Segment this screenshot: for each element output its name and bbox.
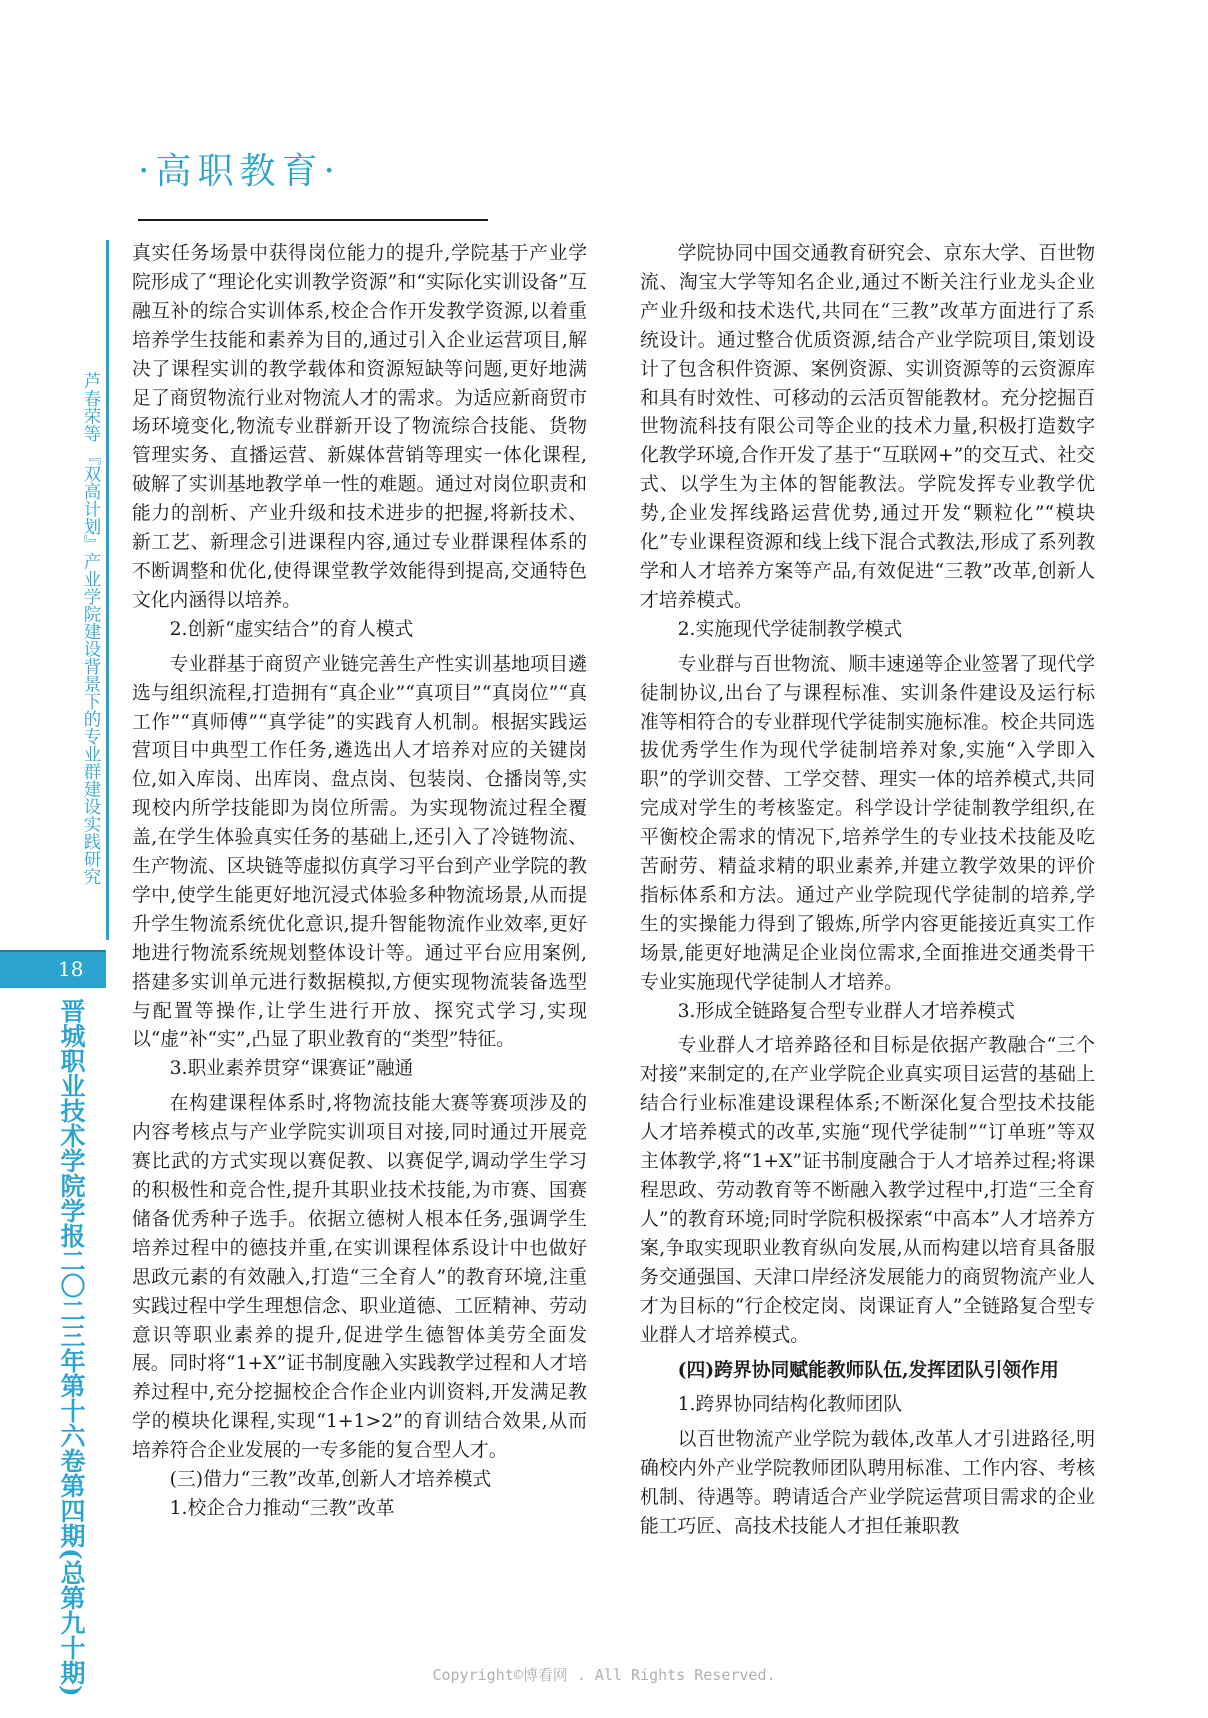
right-column [640, 240, 1095, 1542]
paragraph: 学院协同中国交通教育研究会、京东大学、百世物流、淘宝大学等知名企业,通过不断关注行业龙头企业产业升级和技术迭代,共同在“三教”改革方面进行了系统设计。通过整合优质资源,结合产业学院项目,策划设计了包含积件资源、案例资源、实训资源等的云资源库和具有时效性、可移动的云活页智能教材。充分挖掘百世物流科技有限公司等企业的技术力量,积极打造数字化教学环境,合作开发了基于“互联网+”的交互式、社交式、以学生为主体的智能教法。学院发挥专业教学优势,企业发挥线路运营优势,通过开发“颗粒化”“模块化”专业课程资源和线上线下混合式教法,形成了系列教学和人才培养方案等产品,有效促进“三教”改革,创新人才培养模式。 [640, 243, 1095, 611]
left-column [132, 240, 587, 1524]
section-heading: (四)跨界协同赋能教师队伍,发挥团队引领作用 [677, 1359, 1059, 1382]
header-rule [138, 219, 488, 221]
subheading: 2.实施现代学徒制教学模式 [677, 618, 903, 640]
copyright-footer: Copyright©博看网 . All Rights Reserved. [432, 1666, 776, 1684]
section-title: ·高职教育· [138, 151, 341, 192]
journal-info: 晋城职业技术学院学报二〇二三年第十六卷第四期(总第九十期) [57, 998, 86, 1697]
sidebar-accent-line [106, 240, 109, 940]
paragraph: 真实任务场景中获得岗位能力的提升,学院基于产业学院形成了“理论化实训教学资源”和“实际化实训设备”互融互补的综合实训体系,校企合作开发教学资源,以着重培养学生技能和素养为目的,通过引入企业运营项目,解决了课程实训的教学载体和资源短缺等问题,更好地满足了商贸物流行业对物流人才的需求。为适应新商贸市场环境变化,物流专业群新开设了物流综合技能、货物管理实务、直播运营、新媒体营销等理实一体化课程,破解了实训基地教学单一性的难题。通过对岗位职责和能力的剖析、产业升级和技术进步的把握,将新技术、新工艺、新理念引进课程内容,通过专业群课程体系的不断调整和优化,使得课堂教学效能得到提高,交通特色文化内涵得以培养。 [132, 243, 587, 611]
paragraph: 专业群与百世物流、顺丰速递等企业签署了现代学徒制协议,出台了与课程标准、实训条件建设及运行标准等相符合的专业群现代学徒制实施标准。校企共同选拔优秀学生作为现代学徒制培养对象,实施“入学即入职”的学训交替、工学交替、理实一体的培养模式,共同完成对学生的考核鉴定。科学设计学徒制教学组织,在平衡校企需求的情况下,培养学生的专业技术技能及吃苦耐劳、精益求精的职业素养,并建立教学效果的评价指标体系和方法。通过产业学院现代学徒制的培养,学生的实操能力得到了锻炼,所学内容更能接近真实工作场景,能更好地满足企业岗位需求,全面推进交通类骨干专业实施现代学徒制人才培养。 [640, 653, 1095, 993]
paragraph: 以百世物流产业学院为载体,改革人才引进路径,明确校内外产业学院教师团队聘用标准、工作内容、考核机制、待遇等。聘请适合产业学院运营项目需求的企业能工巧匠、高技术技能人才担任兼职教 [640, 1429, 1095, 1537]
running-title: 芦春荣等 『双高计划』产业学院建设背景下的专业群建设实践研究 [81, 372, 101, 886]
paragraph: 在构建课程体系时,将物流技能大赛等赛项涉及的内容考核点与产业学院实训项目对接,同时通过开展竞赛比武的方式实现以赛促教、以赛促学,调动学生学习的积极性和竞合性,提升其职业技术技能,为市赛、国赛储备优秀种子选手。依据立德树人根本任务,强调学生培养过程中的德技并重,在实训课程体系设计中也做好思政元素的有效融入,打造“三全育人”的教育环境,注重实践过程中学生理想信念、职业道德、工匠精神、劳动意识等职业素养的提升,促进学生德智体美劳全面发展。同时将“1+X”证书制度融入实践教学过程和人才培养过程中,充分挖掘校企合作企业内训资料,开发满足教学的模块化课程,实现“1+1>2”的育训结合效果,从而培养符合企业发展的一专多能的复合型人才。 [132, 1093, 587, 1462]
page-number: 18 [58, 957, 84, 981]
section-heading: (三)借力“三教”改革,创新人才培养模式 [169, 1469, 492, 1491]
paragraph: 专业群人才培养路径和目标是依据产教融合“三个对接”来制定的,在产业学院企业真实项目运营的基础上结合行业标准建设课程体系;不断深化复合型技术技能人才培养模式的改革,实施“现代学徒制”“订单班”等双主体教学,将“1+X”证书制度融合于人才培养过程;将课程思政、劳动教育等不断融入教学过程中,打造“三全育人”的教育环境;同时学院积极探索“中高本”人才培养方案,争取实现职业教育纵向发展,从而构建以培育具备服务交通强国、天津口岸经济发展能力的商贸物流产业人才为目标的“行企校定岗、岗课证育人”全链路复合型专业群人才培养模式。 [640, 1035, 1095, 1346]
subheading: 3.形成全链路复合型专业群人才培养模式 [677, 1000, 1015, 1022]
subheading: 1.校企合力推动“三教”改革 [169, 1497, 395, 1519]
subheading: 3.职业素养贯穿“课赛证”融通 [169, 1058, 414, 1080]
subheading: 2.创新“虚实结合”的育人模式 [169, 618, 414, 640]
paragraph: 专业群基于商贸产业链完善生产性实训基地项目遴选与组织流程,打造拥有“真企业”“真项目”“真岗位”“真工作”“真师傅”“真学徒”的实践育人机制。根据实践运营项目中典型工作任务,遴选出人才培养对应的关键岗位,如入库岗、出库岗、盘点岗、包装岗、仓播岗等,实现校内所学技能即为岗位所需。为实现物流过程全覆盖,在学生体验真实任务的基础上,还引入了冷链物流、生产物流、区块链等虚拟仿真学习平台到产业学院的教学中,使学生能更好地沉浸式体验多种物流场景,从而提升学生物流系统优化意识,提升智能物流作业效率,更好地进行物流系统规划整体设计等。通过平台应用案例,搭建多实训单元进行数据模拟,方便实现物流装备选型与配置等操作,让学生进行开放、探究式学习,实现以“虚”补“实”,凸显了职业教育的“类型”特征。 [132, 653, 587, 1051]
subheading: 1.跨界协同结构化教师团队 [677, 1394, 903, 1416]
